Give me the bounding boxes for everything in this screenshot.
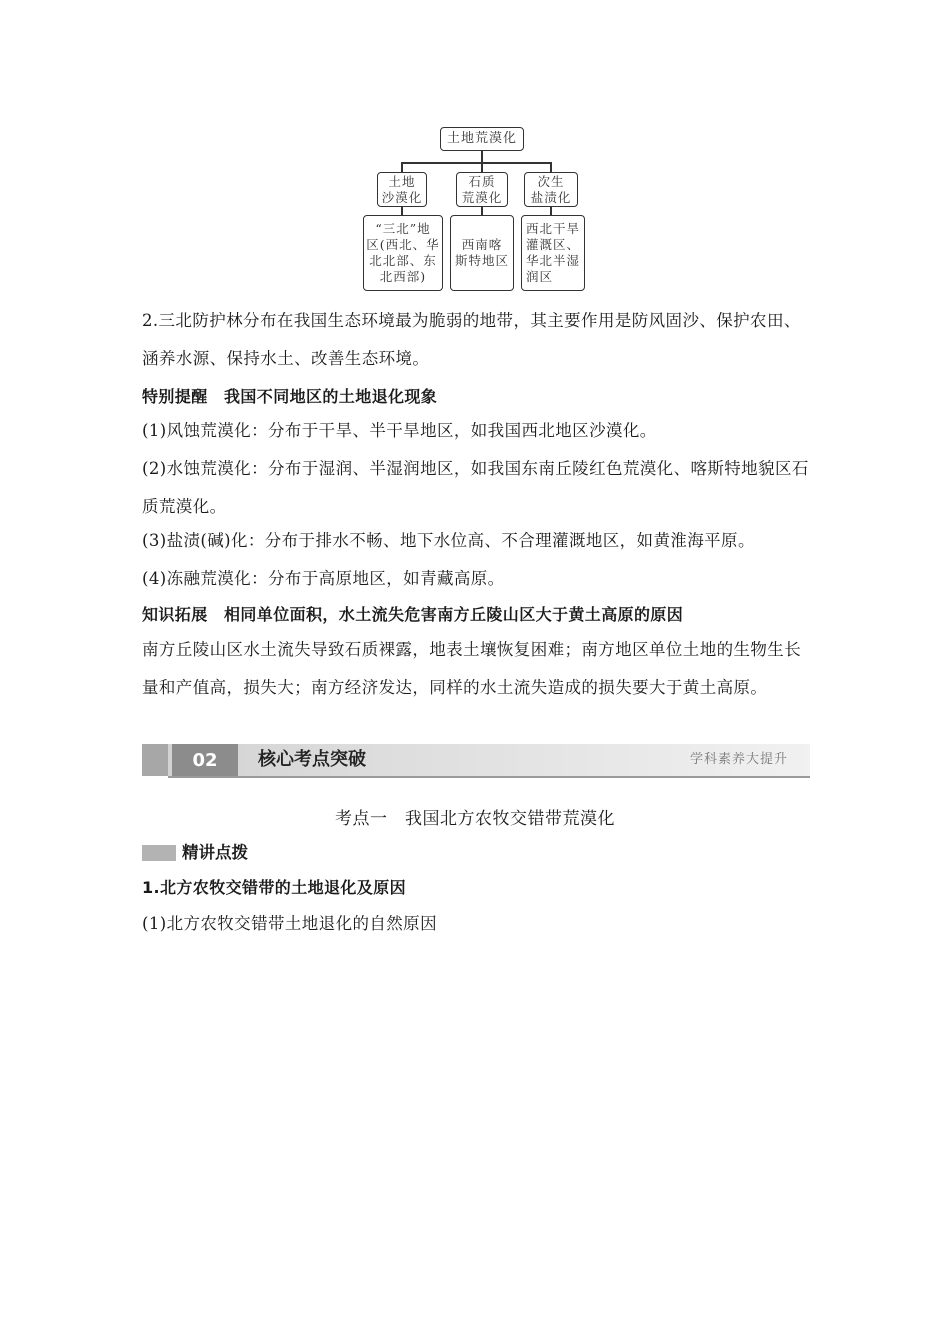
extension-body: 南方丘陵山区水土流失导致石质裸露，地表土壤恢复困难；南方地区单位土地的生物生长量和产值高，损失大；南方经济发达，同样的水土流失造成的损失要大于黄土高原。 <box>142 640 802 697</box>
tip-item-4: (4)冻融荒漠化：分布于高原地区，如青藏高原。 <box>142 569 505 588</box>
tip-item-3: (3)盐渍(碱)化：分布于排水不畅、地下水位高、不合理灌溉地区，如黄淮海平原。 <box>142 531 755 550</box>
sub-heading-text: 精讲点拨 <box>182 843 248 862</box>
diagram-type-saline: 次生 盐渍化 <box>524 172 578 207</box>
diagram-region-saline: 西北干旱 灌溉区、 华北半湿 润区 <box>521 215 585 291</box>
topic-title: 考点一 我国北方农牧交错带荒漠化 <box>335 809 615 829</box>
section-title: 核心考点突破 <box>258 749 366 770</box>
diagram-type-sandy: 土地 沙漠化 <box>377 172 427 207</box>
land-desertification-diagram <box>0 0 950 300</box>
diagram-region-rocky: 西南喀 斯特地区 <box>450 215 514 291</box>
connector-right <box>550 162 552 172</box>
paragraph-shelterbelt: 2.三北防护林分布在我国生态环境最为脆弱的地带，其主要作用是防风固沙、保护农田、涵养水源、保持水土、改善生态环境。 <box>142 311 801 368</box>
extension-heading: 知识拓展 相同单位面积，水土流失危害南方丘陵山区大于黄土高原的原因 <box>142 605 684 624</box>
diagram-type-rocky: 石质 荒漠化 <box>456 172 508 207</box>
banner-lead-block <box>142 744 168 776</box>
connector-middle-lower <box>481 207 483 215</box>
tip-heading: 特别提醒 我国不同地区的土地退化现象 <box>142 387 438 406</box>
tip-item-2: (2)水蚀荒漠化：分布于湿润、半湿润地区，如我国东南丘陵红色荒漠化、喀斯特地貌区石质荒漠化。 <box>142 459 809 516</box>
connector-left-lower <box>401 207 403 215</box>
item1-sub: (1)北方农牧交错带土地退化的自然原因 <box>142 914 437 933</box>
diagram-root-box: 土地荒漠化 <box>440 127 524 151</box>
connector-horizontal <box>401 162 551 164</box>
item1-heading: 1.北方农牧交错带的土地退化及原因 <box>142 878 407 897</box>
sub-heading-marker <box>142 845 176 861</box>
section-banner <box>142 744 810 778</box>
diagram-region-sandy: “三北”地 区(西北、华 北北部、东 北西部) <box>363 215 443 291</box>
section-subtitle: 学科素养大提升 <box>689 752 788 767</box>
connector-left <box>401 162 403 172</box>
connector-middle <box>481 162 483 172</box>
section-number: 02 <box>172 744 238 776</box>
tip-item-1: (1)风蚀荒漠化：分布于干旱、半干旱地区，如我国西北地区沙漠化。 <box>142 421 657 440</box>
connector-right-lower <box>550 207 552 215</box>
